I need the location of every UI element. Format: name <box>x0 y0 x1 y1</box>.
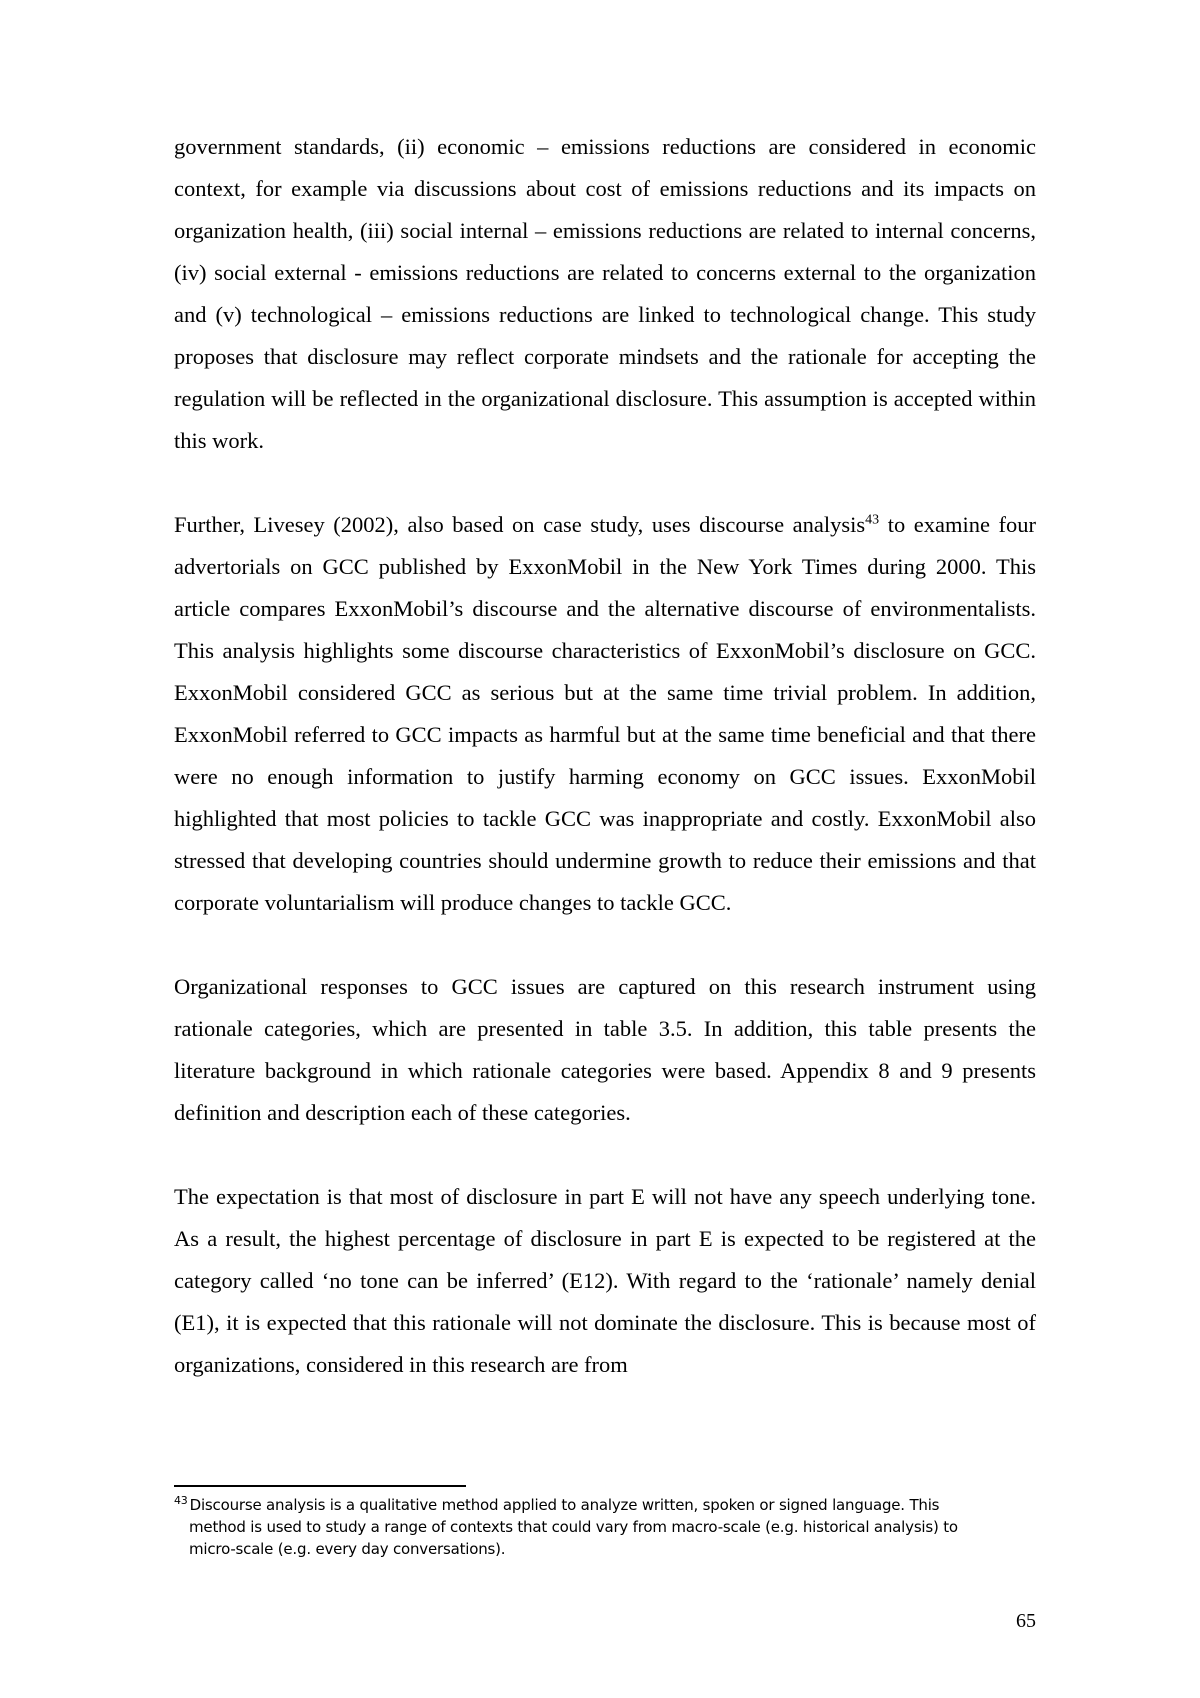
footnote-line-2: method is used to study a range of contexts that could vary from macro-scale (e.g. historical analysis) to <box>189 1518 958 1536</box>
paragraph-2-text-after-ref: to examine four advertorials on GCC published by ExxonMobil in the New York Times during 2000. This article compares ExxonMobil’s discourse and the alternative discourse of environmentalists. This analysis highlights some discourse characteristics of ExxonMobil’s disclosure on GCC. ExxonMobil considered GCC as serious but at the same time trivial problem. In addition, ExxonMobil referred to GCC impacts as harmful but at the same time beneficial and that there were no enough information to justify harming economy on GCC issues. ExxonMobil highlighted that most policies to tackle GCC was inappropriate and costly. ExxonMobil also stressed that developing countries should undermine growth to reduce their emissions and that corporate voluntarialism will produce changes to tackle GCC. <box>174 512 1036 915</box>
footnote-reference[interactable]: 43 <box>865 512 880 528</box>
paragraph-4: The expectation is that most of disclosure in part E will not have any speech underlying tone. As a result, the highest percentage of disclosure in part E is expected to be registered at the category called ‘no tone can be inferred’ (E12). With regard to the ‘rationale’ namely denial (E1), it is expected that this rationale will not dominate the disclosure. This is because most of organizations, considered in this research are from <box>174 1184 1036 1377</box>
footnote-marker: 43 <box>174 1494 188 1507</box>
paragraph-2-text-before-ref: Further, Livesey (2002), also based on case study, uses discourse analysis <box>174 512 866 537</box>
footnote-line-3: micro-scale (e.g. every day conversations). <box>189 1540 506 1558</box>
body-text <box>174 126 1036 1386</box>
footnote-separator <box>174 1485 466 1487</box>
footnote <box>174 1494 1036 1560</box>
page-number: 65 <box>1016 1610 1036 1632</box>
footnote-line-1 <box>174 1494 1036 1516</box>
paragraph-1: government standards, (ii) economic – emissions reductions are considered in economic context, for example via discussions about cost of emissions reductions and its impacts on organization health, (iii) social internal – emissions reductions are related to internal concerns, (iv) social external - emissions reductions are related to concerns external to the organization and (v) technological – emissions reductions are linked to technological change. This study proposes that disclosure may reflect corporate mindsets and the rationale for accepting the regulation will be reflected in the organizational disclosure. This assumption is accepted within this work. <box>174 134 1036 453</box>
footnote-text-1: Discourse analysis is a qualitative method applied to analyze written, spoken or signed language. This <box>189 1496 940 1514</box>
paragraph-2 <box>174 504 1036 924</box>
paragraph-3: Organizational responses to GCC issues are captured on this research instrument using rationale categories, which are presented in table 3.5. In addition, this table presents the literature background in which rationale categories were based. Appendix 8 and 9 presents definition and description each of these categories. <box>174 974 1036 1125</box>
